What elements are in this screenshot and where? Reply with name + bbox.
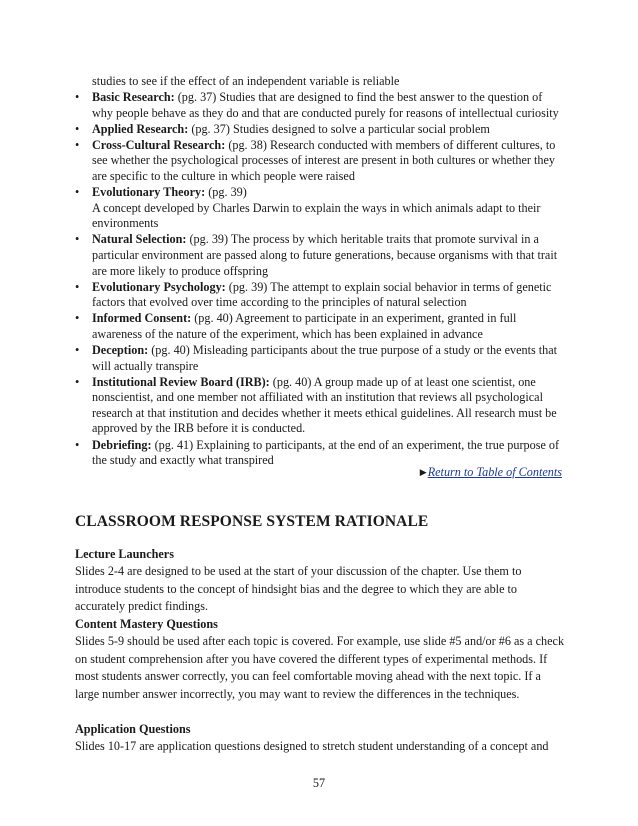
return-link-label: Return to Table of Contents [427, 465, 562, 479]
bullet-icon: • [75, 311, 80, 326]
section-title: Lecture Launchers [75, 547, 174, 561]
glossary-definition: A group made up of at least one scientist, one nonscientist, and one member not affiliated with an institution that reviews all psychological research at that institution and decides whether it meets ethical guidelines. All research must be approved by the IRB before it is conducted. [92, 374, 557, 436]
bullet-icon: • [75, 121, 80, 136]
glossary-definition: The attempt to explain social behavior in terms of genetic factors that evolved over time according to the principles of natural selection [92, 279, 552, 310]
section-title: Application Questions [75, 722, 191, 736]
bullet-icon: • [75, 185, 80, 200]
page-number: 57 [312, 776, 326, 790]
bullet-icon: • [75, 232, 80, 247]
page-ref: (pg. 37) [191, 121, 230, 136]
glossary-item [75, 90, 565, 121]
content-mastery-section [75, 616, 565, 703]
section-title: Content Mastery Questions [75, 617, 218, 631]
glossary-definition: A concept developed by Charles Darwin to explain the ways in which animals adapt to their environments [92, 200, 541, 231]
section-heading: CLASSROOM RESPONSE SYSTEM RATIONALE [75, 513, 429, 530]
page-ref: (pg. 39) [189, 232, 229, 247]
glossary-term: Cross-Cultural Research: [92, 137, 226, 152]
lecture-launchers-section [75, 546, 565, 616]
glossary-item [75, 375, 565, 437]
return-to-toc-link[interactable] [420, 465, 562, 480]
glossary-item [75, 343, 565, 374]
glossary-definition: Agreement to participate in an experiment, granted in full awareness of the nature of the experiment, which has been explained in advance [92, 311, 517, 341]
glossary-term: Applied Research: [92, 121, 189, 136]
glossary-definition: Studies designed to solve a particular social problem [232, 121, 490, 136]
arrow-right-icon: ▶ [419, 467, 427, 477]
application-questions-section [75, 721, 565, 756]
bullet-icon: • [75, 90, 80, 104]
glossary-term: Evolutionary Theory: [92, 185, 206, 200]
glossary-term: Natural Selection: [92, 232, 187, 247]
glossary-list [75, 90, 565, 469]
glossary-item [75, 185, 565, 232]
page-ref: (pg. 39) [208, 185, 247, 200]
glossary-definition: Explaining to participants, at the end of an experiment, the true purpose of the study and exactly what transpired [92, 437, 560, 468]
glossary-item [75, 311, 565, 342]
glossary-term: Debriefing: [92, 437, 152, 452]
glossary-term: Informed Consent: [92, 311, 192, 326]
bullet-icon: • [75, 279, 80, 294]
section-body: Slides 10-17 are application questions designed to stretch student understanding of a concept and [75, 739, 549, 754]
section-body: Slides 2-4 are designed to be used at the start of your discussion of the chapter. Use them to introduce students to the concept of hindsight bias and the degree to which they are able to accurately predict findings. [75, 564, 522, 614]
glossary-term: Institutional Review Board (IRB): [92, 374, 270, 389]
page-ref: (pg. 40) [151, 343, 190, 357]
glossary-item [75, 232, 565, 279]
bullet-icon: • [75, 137, 80, 152]
continuation-text: studies to see if the effect of an independent variable is reliable [92, 74, 400, 88]
glossary-definition: Research conducted with members of different cultures, to see whether the psychological processes of interest are present in both cultures or whether they are specific to the culture in which people were raised [92, 137, 556, 183]
glossary-term: Basic Research: [92, 90, 175, 104]
glossary-definition: Studies that are designed to find the best answer to the question of why people behave as they do and that are conducted purely for reasons of intellectual curiosity [92, 90, 559, 120]
bullet-icon: • [75, 374, 80, 389]
glossary-term: Deception: [92, 343, 149, 357]
bullet-icon: • [75, 343, 80, 357]
glossary-definition: Misleading participants about the true purpose of a study or the events that will actually transpire [92, 343, 558, 373]
glossary-item [75, 122, 565, 138]
glossary-term: Evolutionary Psychology: [92, 279, 226, 294]
page-ref: (pg. 39) [228, 279, 268, 294]
page-ref: (pg. 38) [228, 137, 267, 152]
page-ref: (pg. 40) [272, 374, 312, 389]
glossary-item [75, 280, 565, 311]
bullet-icon: • [75, 437, 80, 452]
page-ref: (pg. 41) [154, 437, 194, 452]
glossary-definition: The process by which heritable traits that promote survival in a particular environment are passed along to future generations, because organisms with that trait are more likely to produce offspring [92, 232, 558, 278]
glossary-item [75, 138, 565, 185]
page-ref: (pg. 37) [177, 90, 217, 104]
page-ref: (pg. 40) [194, 311, 233, 326]
section-body: Slides 5-9 should be used after each topic is covered. For example, use slide #5 and/or #6 as a check on student comprehension after you have covered the different types of experimental methods. If most students answer correctly, you can feel comfortable moving ahead with the next topic. If a large number answer incorrectly, you may want to review the differences in the techniques. [75, 634, 565, 701]
